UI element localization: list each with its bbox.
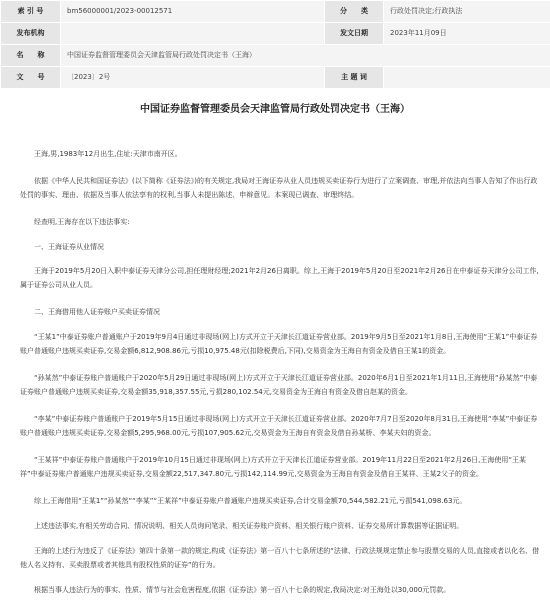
metadata-label: 分 类 [325, 1, 384, 23]
paragraph: 综上,王海借用“王某1”“孙某然”“李某”“王某祥”中泰证券账户普通账户违规买卖证券,合计交易金额70,544,582.21元,亏损541,098.63元。 [34, 497, 467, 505]
paragraph: 王海,男,1983年12月出生,住址:天津市南开区。 [34, 150, 182, 158]
metadata-value: 行政处罚决定;行政执法 [384, 1, 550, 23]
metadata-label: 文 号 [1, 67, 61, 89]
metadata-label: 索 引 号 [1, 1, 61, 23]
metadata-row [1, 1, 550, 23]
paragraph: 王海于2019年5月20日入职中泰证券天津分公司,担任理财经理;2021年2月26日离职。综上,王海于2019年5月20日至2021年2月26日在中泰证券天津分公司工作,属于证券公司从业人员。 [20, 267, 539, 289]
paragraph: “王某祥”中泰证券账户普通账户于2019年10月15日通过非现场(网上)方式开立于天津长江道证券营业部。2019年11月22日至2021年2月26日,王海使用“王某祥”中泰证券账户普通账户违规买卖证券,交易金额22,517,347.80元,亏损142,114.99元,交易资金为王海自有资金及借自王某祥、王某2父子的资金。 [20, 456, 526, 478]
document-title: 中国证券监督管理委员会天津监管局行政处罚决定书（王海） [140, 104, 410, 115]
metadata-table [0, 0, 550, 89]
paragraph: 王海的上述行为违反了《证券法》第四十条第一款的规定,构成《证券法》第一百八十七条所述的“法律、行政法规规定禁止参与股票交易的人员,直接或者以化名、借他人名义持有、买卖股票或者其他具有股权性质的证券”的行为。 [20, 547, 540, 569]
metadata-value: 〔2023〕2号 [61, 67, 325, 89]
metadata-value: 2023年11月09日 [384, 23, 550, 45]
metadata-value [61, 23, 325, 45]
paragraph: 根据当事人违法行为的事实、性质、情节与社会危害程度,依据《证券法》第一百八十七条的规定,我局决定:对王海处以30,000元罚款。 [34, 586, 451, 594]
section-heading: 二、王海借用他人证券账户买卖证券情况 [34, 308, 160, 316]
paragraph: “李某”中泰证券账户普通账户于2019年5月15日通过非现场(网上)方式开立于天津长江道证券营业部。2020年7月7日至2020年8月31日,王海使用“李某”中泰证券账户普通账户违规买卖证券,交易金额5,295,968.00元,亏损107,905.62元,交易资金为王海自有资金及借自孙某桥、李某夫妇的资金。 [20, 415, 538, 437]
paragraph: 上述违法事实,有相关劳动合同、情况说明、相关人员询问笔录、相关证券账户资料、相关银行账户资料、证券交易所计算数据等证据证明。 [34, 522, 464, 530]
metadata-label: 主 题 词 [325, 67, 384, 89]
metadata-row [1, 67, 550, 89]
section-heading: 一、王海证券从业情况 [34, 243, 104, 251]
metadata-value: 中国证券监督管理委员会天津监管局行政处罚决定书（王海） [61, 45, 550, 67]
paragraph: “王某1”中泰证券账户普通账户于2019年9月4日通过非现场(网上)方式开立于天津长江道证券营业部。2019年9月5日至2021年1月8日,王海使用“王某1”中泰证券账户普通账户违规买卖证券,交易金额6,812,908.86元,亏损10,975.48元(扣除税费后,下同),交易资金为王海自有资金及借自王某1的资金。 [20, 333, 538, 355]
metadata-value: bm56000001/2023-00012571 [61, 1, 325, 23]
metadata-label: 名 称 [1, 45, 61, 67]
metadata-label: 发文日期 [325, 23, 384, 45]
metadata-row [1, 45, 550, 67]
paragraph: 经查明,王海存在以下违法事实: [34, 218, 130, 226]
paragraph: 依据《中华人民共和国证券法》(以下简称《证券法》)的有关规定,我局对王海证券从业人员违规买卖证券行为进行了立案调查、审理,并依法向当事人告知了作出行政处罚的事实、理由、依据及当事人依法享有的权利,当事人未提出陈述、申辩意见。本案现已调查、审理终结。 [20, 177, 538, 199]
metadata-value [384, 67, 550, 89]
metadata-row [1, 23, 550, 45]
metadata-label: 发布机构 [1, 23, 61, 45]
paragraph: “孙某然”中泰证券账户普通账户于2020年5月29日通过非现场(网上)方式开立于天津长江道证券营业部。2020年6月1日至2021年1月11日,王海使用“孙某然”中泰证券账户普通账户违规买卖证券,交易金额35,918,357.55元,亏损280,102.54元,交易资金为王海自有资金及借自赵某的资金。 [20, 374, 538, 396]
